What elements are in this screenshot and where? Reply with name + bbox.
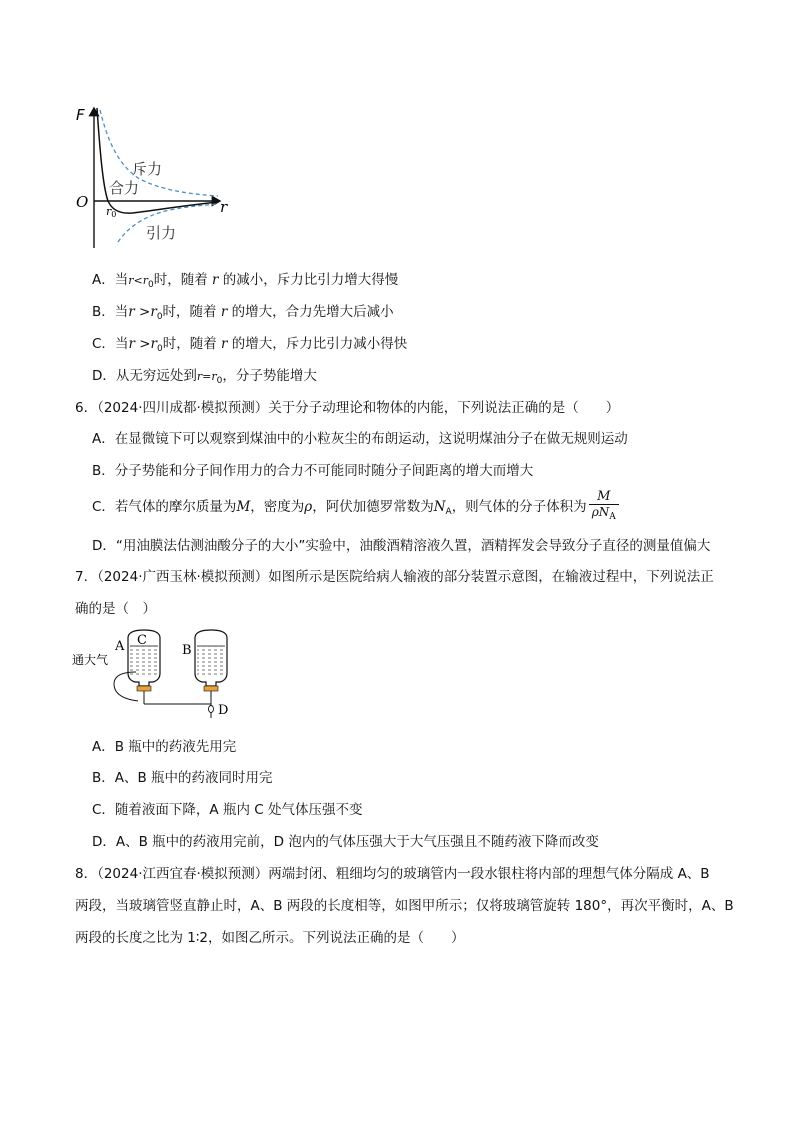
- q7-option-b: B．A、B 瓶中的药液同时用完: [92, 770, 273, 786]
- q8-stem-line3: 两段的长度之比为 1∶2，如图乙所示。下列说法正确的是（ ）: [75, 930, 465, 946]
- q8-stem-line1: 8．（2024·江西宜春·模拟预测）两端封闭、粗细均匀的玻璃管内一段水银柱将内部的理想气体分隔成 A、B: [75, 866, 710, 882]
- q5-option-b: B．当$r >r_0$时，随着 r 的增大，合力先增大后减小: [92, 304, 394, 322]
- label-d: D: [218, 703, 229, 718]
- label-a: A: [115, 639, 125, 654]
- resultant-label: 合力: [109, 179, 140, 197]
- r-axis-label: r: [220, 198, 228, 216]
- q7-option-c: C．随着液面下降，A 瓶内 C 处气体压强不变: [92, 802, 363, 818]
- q6-option-b: B．分子势能和分子间作用力的合力不可能同时随分子间距离的增大而增大: [92, 463, 534, 479]
- drip-bulb-d: [209, 706, 214, 713]
- q7-stem-line2: 确的是（ ）: [75, 601, 156, 617]
- label-b: B: [182, 643, 192, 658]
- molecule-volume-fraction: $\frac{M}{\rho N_A}$: [589, 490, 619, 524]
- q6-stem: 6．（2024·四川成都·模拟预测）关于分子动理论和物体的内能，下列说法正确的是（ ）: [75, 400, 620, 416]
- q7-stem-line1: 7．（2024·广西玉林·模拟预测）如图所示是医院给病人输液的部分装置示意图，在输液过程中，下列说法正: [75, 569, 714, 585]
- force-curve-figure: [70, 102, 245, 254]
- q5-option-a: A．当$r<r_0$时，随着 r 的减小，斥力比引力增大得慢: [92, 272, 399, 290]
- q8-stem-line2: 两段，当玻璃管竖直静止时，A、B 两段的长度相等，如图甲所示；仅将玻璃管旋转 180°，再次平衡时，A、B: [75, 898, 734, 914]
- q7-option-d: D．A、B 瓶中的药液用完前，D 泡内的气体压强大于大气压强且不随药液下降而改变: [92, 834, 599, 850]
- infusion-figure: [70, 628, 250, 723]
- f-axis-label: F: [76, 106, 85, 124]
- r0-label: r0: [106, 205, 117, 219]
- q5-option-d: D．从无穷远处到$r=r_0$，分子势能增大: [92, 368, 317, 386]
- atmosphere-label: 通大气: [72, 653, 109, 667]
- q6-option-d: D．“用油膜法估测油酸分子的大小”实验中，油酸酒精溶液久置，酒精挥发会导致分子直径的测量值偏大: [92, 538, 711, 554]
- attraction-label: 引力: [146, 224, 177, 242]
- q6-option-a: A．在显微镜下可以观察到煤油中的小粒灰尘的布朗运动，这说明煤油分子在做无规则运动: [92, 431, 628, 447]
- q5-option-c: C．当$r >r_0$时，随着 r 的增大，斥力比引力减小得快: [92, 336, 408, 354]
- repulsion-label: 斥力: [132, 160, 163, 178]
- q6-option-c: C．若气体的摩尔质量为M，密度为ρ，阿伏加德罗常数为$N_A$，则气体的分子体积为 $\frac{M}{\rho N_A}$: [92, 490, 619, 529]
- origin-label: O: [76, 193, 89, 211]
- label-c: C: [137, 633, 147, 648]
- q7-option-a: A．B 瓶中的药液先用完: [92, 739, 237, 755]
